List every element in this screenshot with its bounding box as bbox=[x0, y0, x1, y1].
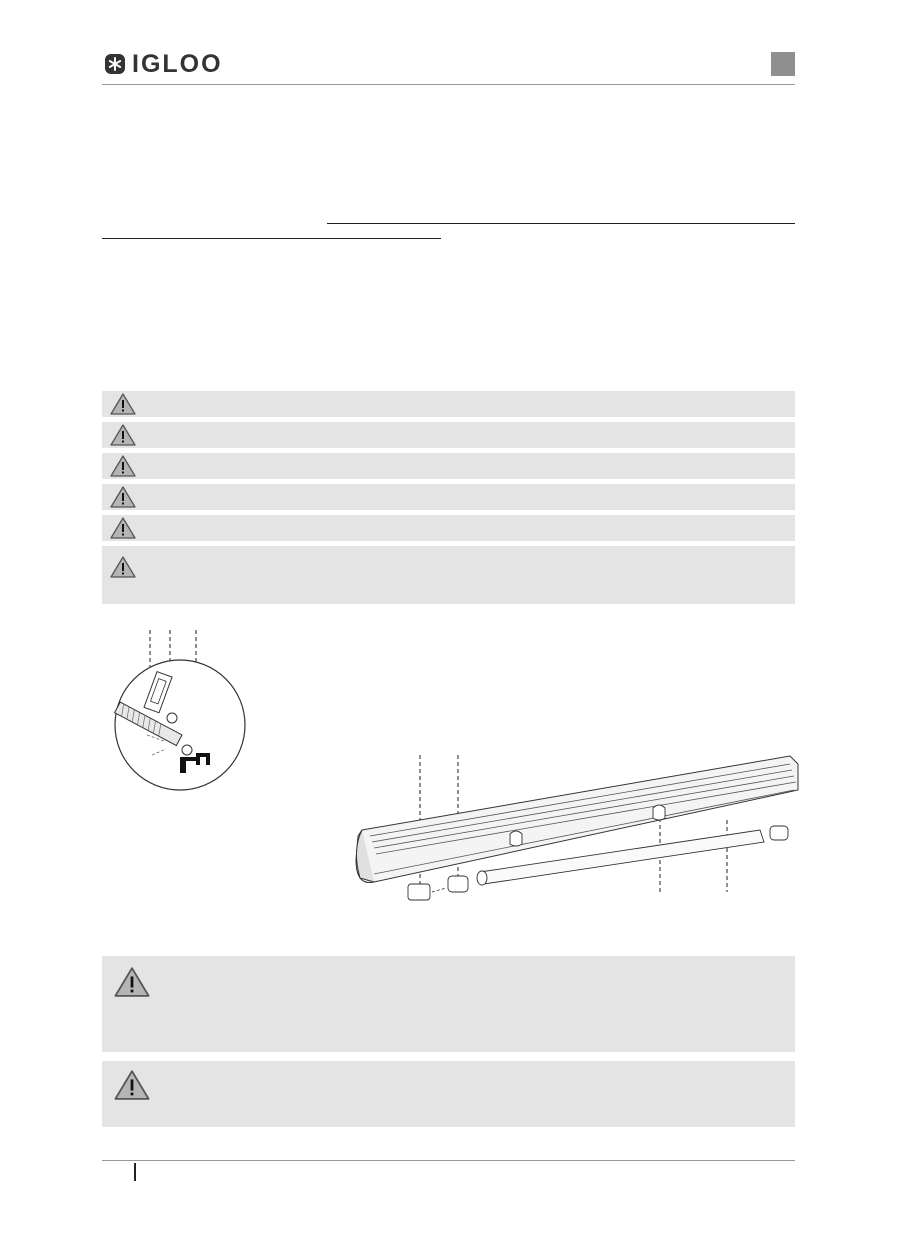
page-tab-marker bbox=[771, 52, 795, 76]
underline-line-2 bbox=[102, 238, 441, 239]
warning-row-1 bbox=[102, 391, 795, 417]
warning-row-4 bbox=[102, 484, 795, 510]
brand-logo bbox=[104, 51, 223, 77]
footer-page-marker bbox=[134, 1163, 136, 1181]
warning-triangle-icon bbox=[110, 556, 136, 578]
snowflake-icon bbox=[104, 53, 126, 75]
warning-row-3 bbox=[102, 453, 795, 479]
warning-row-7 bbox=[102, 956, 795, 1052]
header-divider bbox=[102, 84, 795, 85]
footer-divider bbox=[102, 1160, 795, 1161]
warning-triangle-icon bbox=[110, 393, 136, 415]
lamp-tube-assembly-illustration bbox=[350, 750, 810, 940]
warning-row-5 bbox=[102, 515, 795, 541]
warning-row-8 bbox=[102, 1061, 795, 1127]
warning-triangle-icon bbox=[114, 1069, 150, 1101]
warning-row-6 bbox=[102, 546, 795, 604]
warning-triangle-icon bbox=[110, 424, 136, 446]
brand-name: IGLOO bbox=[132, 49, 223, 78]
warning-triangle-icon bbox=[110, 455, 136, 477]
warning-triangle-icon bbox=[110, 486, 136, 508]
warning-row-2 bbox=[102, 422, 795, 448]
warning-triangle-icon bbox=[110, 517, 136, 539]
underline-line-1 bbox=[327, 223, 795, 224]
warning-triangle-icon bbox=[114, 966, 150, 998]
hinge-detail-illustration bbox=[102, 625, 252, 795]
